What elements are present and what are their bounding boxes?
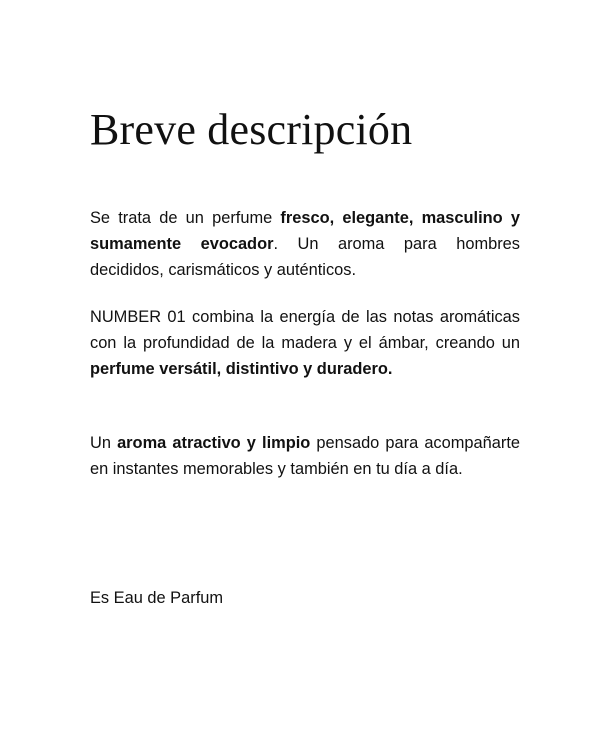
description-paragraph-2: [90, 304, 520, 382]
paragraph-1-text-start: Se trata de un perfume: [90, 209, 281, 227]
paragraph-3-text-start: Un: [90, 434, 118, 452]
paragraph-1-highlight: fresco, elegante, masculino y sumamente evocador: [90, 209, 520, 253]
paragraph-3-text-end: pensado para acompañarte en instantes memorables y también en tu día a día.: [90, 434, 520, 478]
eau-de-parfum-note: [90, 585, 520, 611]
paragraph-3-highlight: aroma atractivo y limpio: [117, 434, 311, 452]
paragraph-2-text-start: NUMBER 01 combina la energía de las notas aromáticas con la profundidad de la madera y el ámbar, creando un: [90, 308, 520, 352]
description-paragraph-3: [90, 430, 520, 482]
section-title: Breve descripción: [90, 105, 413, 154]
paragraph-2-highlight: perfume versátil, distintivo y duradero.: [90, 360, 393, 378]
paragraph-4-text: Es Eau de Parfum: [90, 589, 224, 607]
description-paragraph-1: [90, 205, 520, 283]
paragraph-1-text-end: . Un aroma para hombres decididos, carismáticos y auténticos.: [90, 235, 520, 279]
